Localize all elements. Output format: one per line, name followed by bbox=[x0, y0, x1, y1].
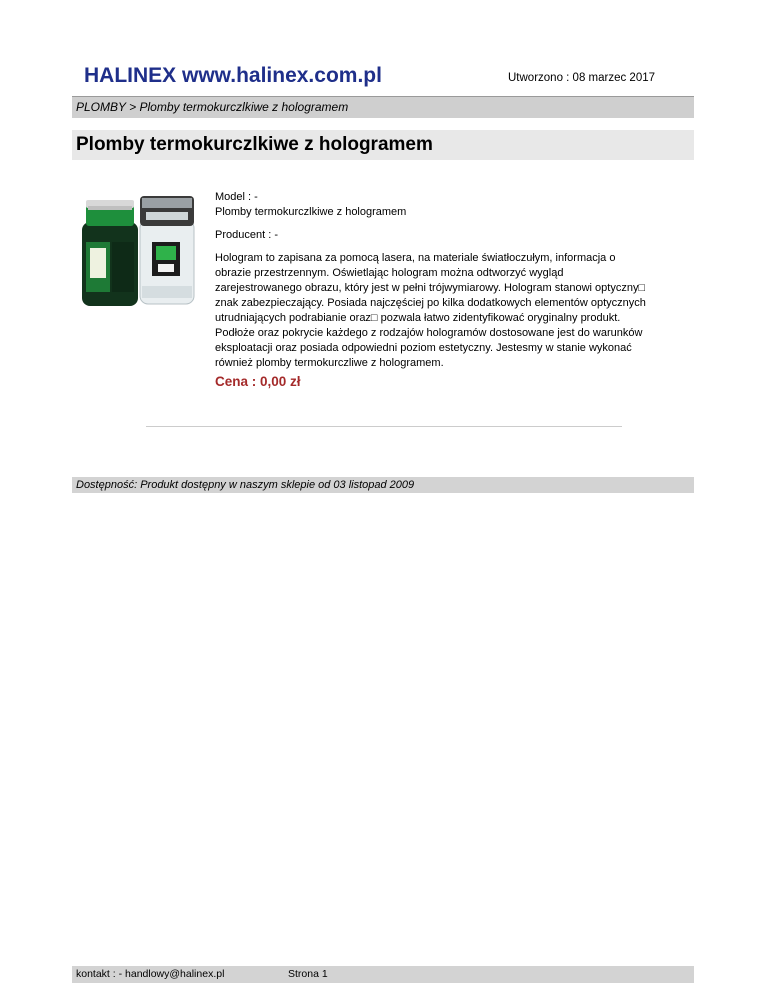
breadcrumb: PLOMBY > Plomby termokurczlkiwe z hologramem bbox=[72, 97, 694, 118]
footer-contact: kontakt : - handlowy@halinex.pl bbox=[76, 968, 225, 980]
page-title: Plomby termokurczlkiwe z hologramem bbox=[72, 130, 694, 160]
availability-note: Dostępność: Produkt dostępny w naszym sklepie od 03 listopad 2009 bbox=[72, 477, 694, 493]
producer-label: Producent : - bbox=[215, 229, 278, 241]
model-name: Plomby termokurczlkiwe z hologramem bbox=[215, 206, 407, 218]
footer bbox=[72, 966, 694, 983]
product-description: Hologram to zapisana za pomocą lasera, na materiale światłoczułym, informacja o obrazie przestrzennym. Oświetlając hologram można odtworzyć wygląd zarejestrowanego obrazu, który jest w pełni trójwymiarowy. Hologram stanowi optyczny□ znak zabezpieczający. Posiada najczęściej po kilka dodatkowych elementów optycznych utrudniających podrabianie oraz□ pozwala łatwo zidentyfikować oryginalny produkt. Podłoże oraz pokrycie każdego z rodzajów hologramów dostosowane jest do warunków eksploatacji oraz posiada odpowiedni poziom estetyczny. Jestesmy w stanie wykonać również plomby termokurczliwe z hologramem. bbox=[215, 252, 646, 369]
product-price: Cena : 0,00 zł bbox=[215, 374, 301, 389]
site-title: HALINEX www.halinex.com.pl bbox=[84, 64, 382, 87]
page-number: Strona 1 bbox=[288, 968, 328, 980]
created-date: Utworzono : 08 marzec 2017 bbox=[508, 72, 656, 84]
product-details bbox=[215, 190, 647, 391]
content-divider bbox=[146, 426, 622, 427]
product-image bbox=[76, 186, 200, 310]
model-label: Model : - bbox=[215, 191, 258, 203]
